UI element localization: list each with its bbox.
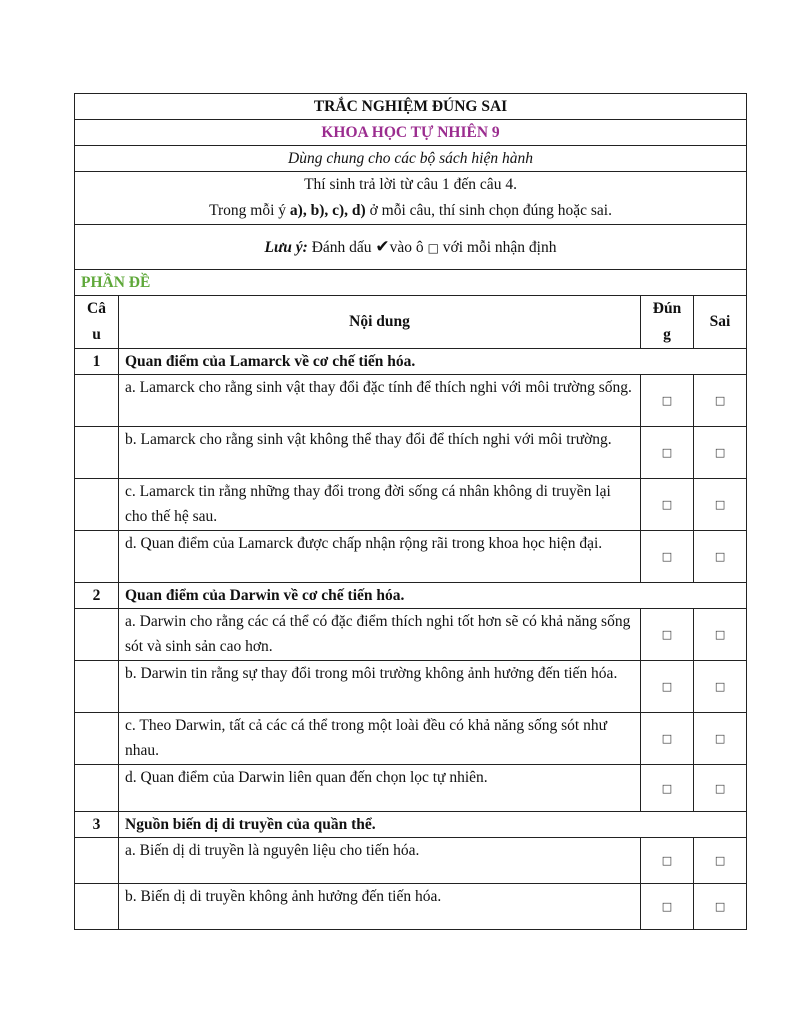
- instruction-line-1: Thí sinh trả lời từ câu 1 đến câu 4.: [304, 176, 517, 193]
- quiz-table: [74, 93, 747, 930]
- option-row: [75, 427, 747, 479]
- option-number-cell: [75, 375, 119, 427]
- true-checkbox[interactable]: □: [641, 609, 694, 661]
- option-number-cell: [75, 427, 119, 479]
- false-checkbox[interactable]: □: [694, 531, 747, 583]
- checkbox-icon: □: [427, 241, 439, 255]
- true-checkbox[interactable]: □: [641, 765, 694, 812]
- option-row: [75, 765, 747, 812]
- true-checkbox[interactable]: □: [641, 427, 694, 479]
- option-text: a. Lamarck cho rằng sinh vật thay đổi đặc tính để thích nghi với môi trường sống.: [119, 375, 641, 427]
- true-checkbox[interactable]: □: [641, 838, 694, 884]
- document-title: TRẮC NGHIỆM ĐÚNG SAI: [75, 94, 747, 120]
- question-row: [75, 812, 747, 838]
- column-header-false: Sai: [694, 296, 747, 349]
- option-row: [75, 713, 747, 765]
- false-checkbox[interactable]: □: [694, 713, 747, 765]
- question-number: 2: [75, 583, 119, 609]
- false-checkbox[interactable]: □: [694, 375, 747, 427]
- instruction-options: a), b), c), d): [289, 202, 366, 219]
- option-row: [75, 531, 747, 583]
- option-row: [75, 838, 747, 884]
- column-header-content: Nội dung: [119, 296, 641, 349]
- instruction-line-2: [81, 198, 740, 224]
- question-number: 1: [75, 349, 119, 375]
- false-checkbox[interactable]: □: [694, 479, 747, 531]
- option-text: c. Lamarck tin rằng những thay đổi trong đời sống cá nhân không di truyền lại cho thế hệ sau.: [119, 479, 641, 531]
- note-text-end: với mỗi nhận định: [438, 239, 557, 256]
- question-title: Nguồn biến dị di truyền của quần thể.: [119, 812, 747, 838]
- option-number-cell: [75, 661, 119, 713]
- instruction-text: Trong mỗi ý: [209, 202, 290, 219]
- instructions: [75, 172, 747, 225]
- true-checkbox[interactable]: □: [641, 479, 694, 531]
- question-title: Quan điểm của Darwin về cơ chế tiến hóa.: [119, 583, 747, 609]
- option-text: d. Quan điểm của Lamarck được chấp nhận rộng rãi trong khoa học hiện đại.: [119, 531, 641, 583]
- option-text: b. Darwin tin rằng sự thay đổi trong môi trường không ảnh hưởng đến tiến hóa.: [119, 661, 641, 713]
- instruction-text-end: ở mỗi câu, thí sinh chọn đúng hoặc sai.: [365, 202, 612, 219]
- option-row: [75, 661, 747, 713]
- note-label: Lưu ý:: [264, 239, 308, 256]
- note-text-mid: vào ô: [389, 239, 428, 256]
- false-checkbox[interactable]: □: [694, 765, 747, 812]
- false-checkbox[interactable]: □: [694, 427, 747, 479]
- true-checkbox[interactable]: □: [641, 661, 694, 713]
- option-row: [75, 375, 747, 427]
- option-text: a. Darwin cho rằng các cá thể có đặc điểm thích nghi tốt hơn sẽ có khả năng sống sót và sinh sản cao hơn.: [119, 609, 641, 661]
- question-number: 3: [75, 812, 119, 838]
- question-title: Quan điểm của Lamarck về cơ chế tiến hóa.: [119, 349, 747, 375]
- false-checkbox[interactable]: □: [694, 609, 747, 661]
- false-checkbox[interactable]: □: [694, 838, 747, 884]
- option-number-cell: [75, 765, 119, 812]
- option-row: [75, 884, 747, 930]
- option-number-cell: [75, 884, 119, 930]
- true-checkbox[interactable]: □: [641, 531, 694, 583]
- false-checkbox[interactable]: □: [694, 884, 747, 930]
- column-header-true: Đún g: [641, 296, 694, 349]
- question-row: [75, 349, 747, 375]
- option-text: d. Quan điểm của Darwin liên quan đến chọn lọc tự nhiên.: [119, 765, 641, 812]
- option-number-cell: [75, 531, 119, 583]
- column-header-number: Câ u: [75, 296, 119, 349]
- option-text: c. Theo Darwin, tất cả các cá thể trong một loài đều có khả năng sống sót như nhau.: [119, 713, 641, 765]
- usage-note: Dùng chung cho các bộ sách hiện hành: [75, 146, 747, 172]
- check-icon: ✔: [375, 237, 390, 257]
- note-text: Đánh dấu: [307, 239, 376, 256]
- subject-title: KHOA HỌC TỰ NHIÊN 9: [75, 120, 747, 146]
- option-text: b. Lamarck cho rằng sinh vật không thể thay đổi để thích nghi với môi trường.: [119, 427, 641, 479]
- true-checkbox[interactable]: □: [641, 713, 694, 765]
- note-row: [75, 225, 747, 270]
- option-number-cell: [75, 713, 119, 765]
- option-text: a. Biến dị di truyền là nguyên liệu cho tiến hóa.: [119, 838, 641, 884]
- true-checkbox[interactable]: □: [641, 884, 694, 930]
- option-row: [75, 609, 747, 661]
- option-text: b. Biến dị di truyền không ảnh hưởng đến tiến hóa.: [119, 884, 641, 930]
- section-title: PHẦN ĐỀ: [75, 270, 747, 296]
- option-number-cell: [75, 609, 119, 661]
- option-number-cell: [75, 838, 119, 884]
- question-row: [75, 583, 747, 609]
- option-row: [75, 479, 747, 531]
- true-checkbox[interactable]: □: [641, 375, 694, 427]
- option-number-cell: [75, 479, 119, 531]
- false-checkbox[interactable]: □: [694, 661, 747, 713]
